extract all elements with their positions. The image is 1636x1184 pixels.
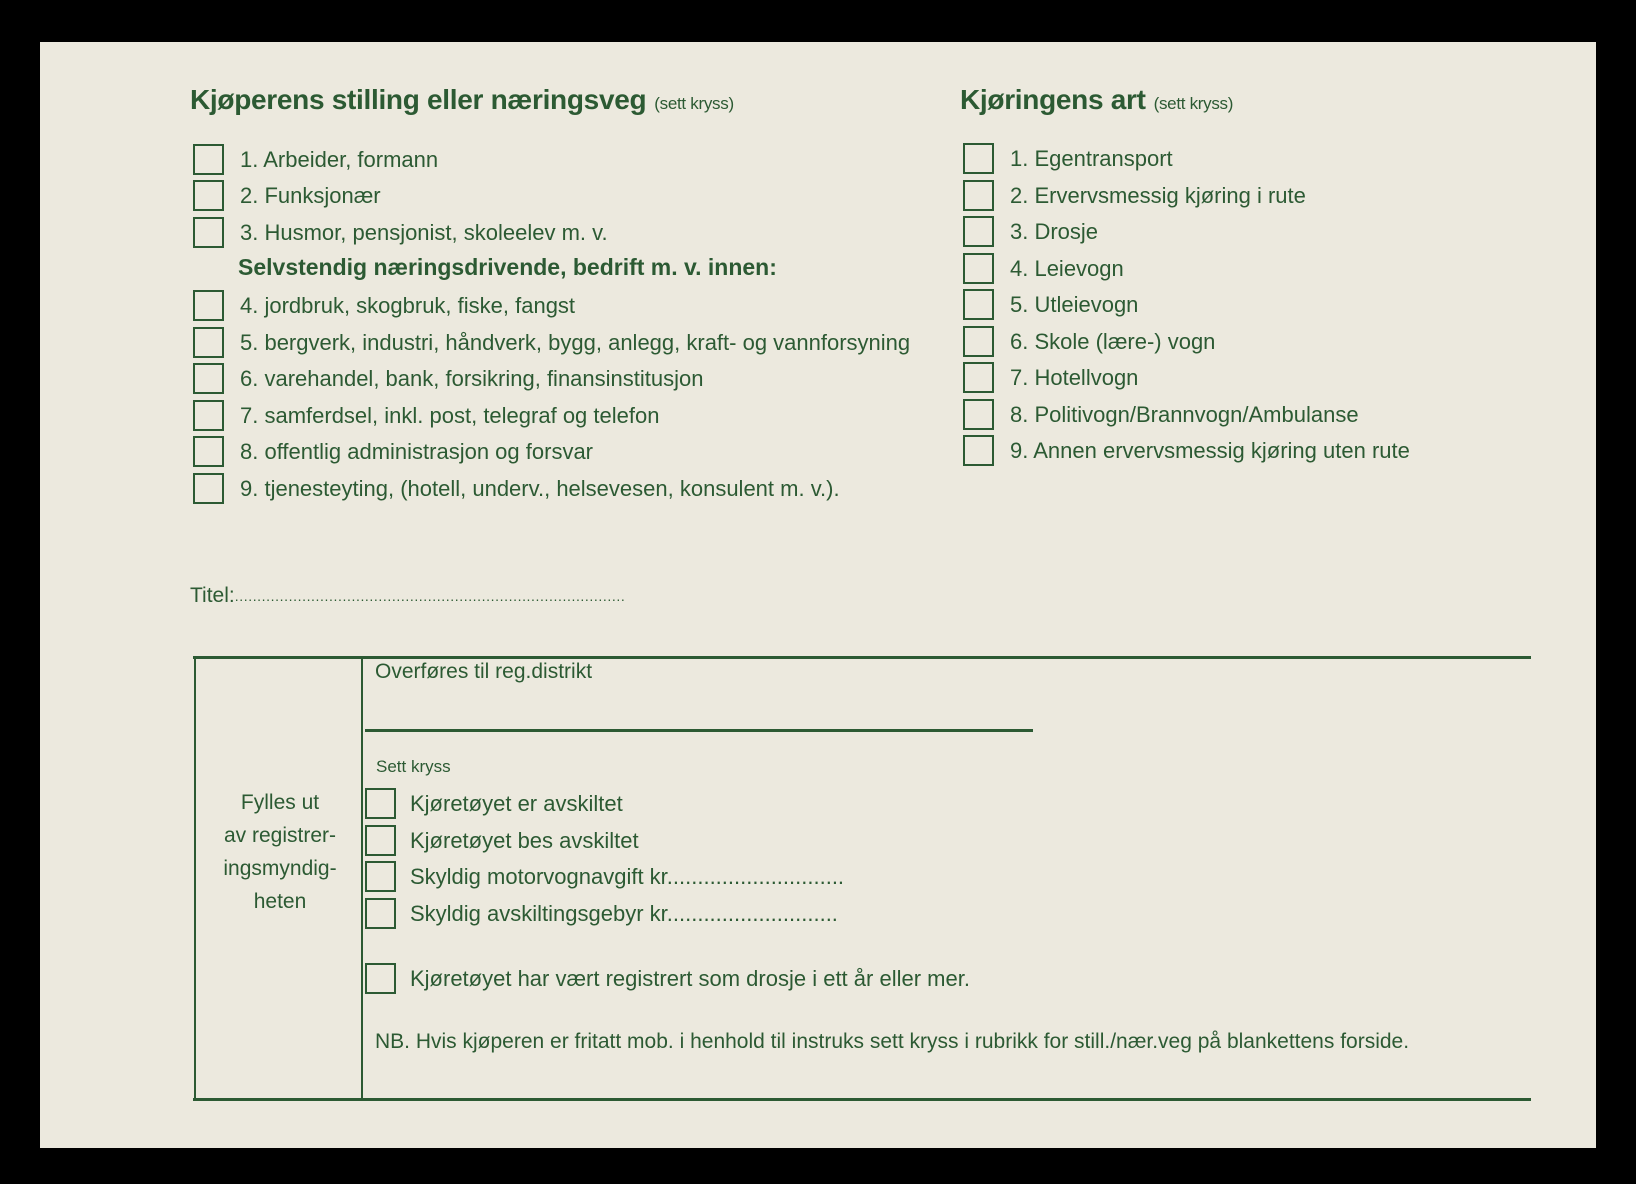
transfer-district-line[interactable] bbox=[365, 729, 1033, 732]
driving-type-item[interactable]: 1. Egentransport bbox=[963, 143, 1173, 174]
occupation-item[interactable]: 2. Funksjonær bbox=[193, 180, 381, 211]
checkbox[interactable] bbox=[963, 180, 994, 211]
occupation-item[interactable]: 3. Husmor, pensjonist, skoleelev m. v. bbox=[193, 217, 608, 248]
driving-type-item[interactable]: 6. Skole (lære-) vogn bbox=[963, 326, 1215, 357]
checkbox[interactable] bbox=[193, 217, 224, 248]
occupation-item[interactable]: 5. bergverk, industri, håndverk, bygg, anlegg, kraft- og vannforsyning bbox=[193, 327, 910, 358]
checkbox[interactable] bbox=[365, 788, 396, 819]
checkbox[interactable] bbox=[365, 861, 396, 892]
checkbox[interactable] bbox=[365, 963, 396, 994]
driving-type-item[interactable]: 2. Ervervsmessig kjøring i rute bbox=[963, 180, 1306, 211]
driving-type-item[interactable]: 8. Politivogn/Brannvogn/Ambulanse bbox=[963, 399, 1359, 430]
checkbox[interactable] bbox=[193, 290, 224, 321]
registry-drosje-item[interactable]: Kjøretøyet har vært registrert som drosje i ett år eller mer. bbox=[365, 963, 970, 994]
checkbox[interactable] bbox=[193, 473, 224, 504]
occupation-item[interactable]: 8. offentlig administrasjon og forsvar bbox=[193, 436, 593, 467]
checkbox[interactable] bbox=[963, 435, 994, 466]
transfer-district-label: Overføres til reg.distrikt bbox=[375, 660, 593, 683]
driving-type-item[interactable]: 7. Hotellvogn bbox=[963, 362, 1138, 393]
occupation-item[interactable]: 4. jordbruk, skogbruk, fiske, fangst bbox=[193, 290, 575, 321]
occupation-item[interactable]: 6. varehandel, bank, forsikring, finansinstitusjon bbox=[193, 363, 703, 394]
registry-item[interactable]: Kjøretøyet er avskiltet bbox=[365, 788, 623, 819]
checkbox[interactable] bbox=[193, 327, 224, 358]
checkbox[interactable] bbox=[365, 825, 396, 856]
checkbox[interactable] bbox=[963, 326, 994, 357]
driving-type-item[interactable]: 5. Utleievogn bbox=[963, 289, 1138, 320]
buyer-occupation-heading: Kjøperens stilling eller næringsveg (sett kryss) bbox=[190, 84, 734, 115]
driving-type-item[interactable]: 3. Drosje bbox=[963, 216, 1098, 247]
occupation-item[interactable]: 7. samferdsel, inkl. post, telegraf og telefon bbox=[193, 400, 659, 431]
registry-item[interactable]: Skyldig motorvognavgift kr............................. bbox=[365, 861, 844, 892]
self-employed-subheading: Selvstendig næringsdrivende, bedrift m. v. innen: bbox=[238, 254, 777, 280]
checkbox[interactable] bbox=[193, 400, 224, 431]
checkbox[interactable] bbox=[365, 898, 396, 929]
driving-type-item[interactable]: 9. Annen ervervsmessig kjøring uten rute bbox=[963, 435, 1410, 466]
checkbox[interactable] bbox=[193, 144, 224, 175]
registry-item[interactable]: Kjøretøyet bes avskiltet bbox=[365, 825, 639, 856]
box-bottom-line bbox=[193, 1098, 1531, 1101]
box-divider bbox=[361, 657, 363, 1100]
box-left-line bbox=[194, 657, 196, 1100]
driving-type-heading: Kjøringens art (sett kryss) bbox=[960, 84, 1234, 115]
checkbox[interactable] bbox=[963, 216, 994, 247]
checkbox[interactable] bbox=[963, 253, 994, 284]
occupation-item[interactable]: 9. tjenesteyting, (hotell, underv., helsevesen, konsulent m. v.). bbox=[193, 473, 840, 504]
driving-type-item[interactable]: 4. Leievogn bbox=[963, 253, 1124, 284]
occupation-item[interactable]: 1. Arbeider, formann bbox=[193, 144, 438, 175]
checkbox[interactable] bbox=[963, 143, 994, 174]
nb-note: NB. Hvis kjøperen er fritatt mob. i henhold til instruks sett kryss i rubrikk for still./nær.veg på blankettens forside. bbox=[375, 1030, 1410, 1053]
checkbox[interactable] bbox=[193, 436, 224, 467]
registry-side-label: Fylles ut av registrer- ingsmyndig- heten bbox=[223, 791, 337, 913]
checkbox[interactable] bbox=[193, 180, 224, 211]
checkbox[interactable] bbox=[963, 362, 994, 393]
checkbox[interactable] bbox=[193, 363, 224, 394]
title-field[interactable]: Titel: ....................................................................................... bbox=[190, 584, 626, 607]
checkbox[interactable] bbox=[963, 399, 994, 430]
registry-item[interactable]: Skyldig avskiltingsgebyr kr............................ bbox=[365, 898, 838, 929]
box-top-line bbox=[193, 656, 1531, 659]
sett-kryss-label: Sett kryss bbox=[376, 757, 451, 776]
checkbox[interactable] bbox=[963, 289, 994, 320]
